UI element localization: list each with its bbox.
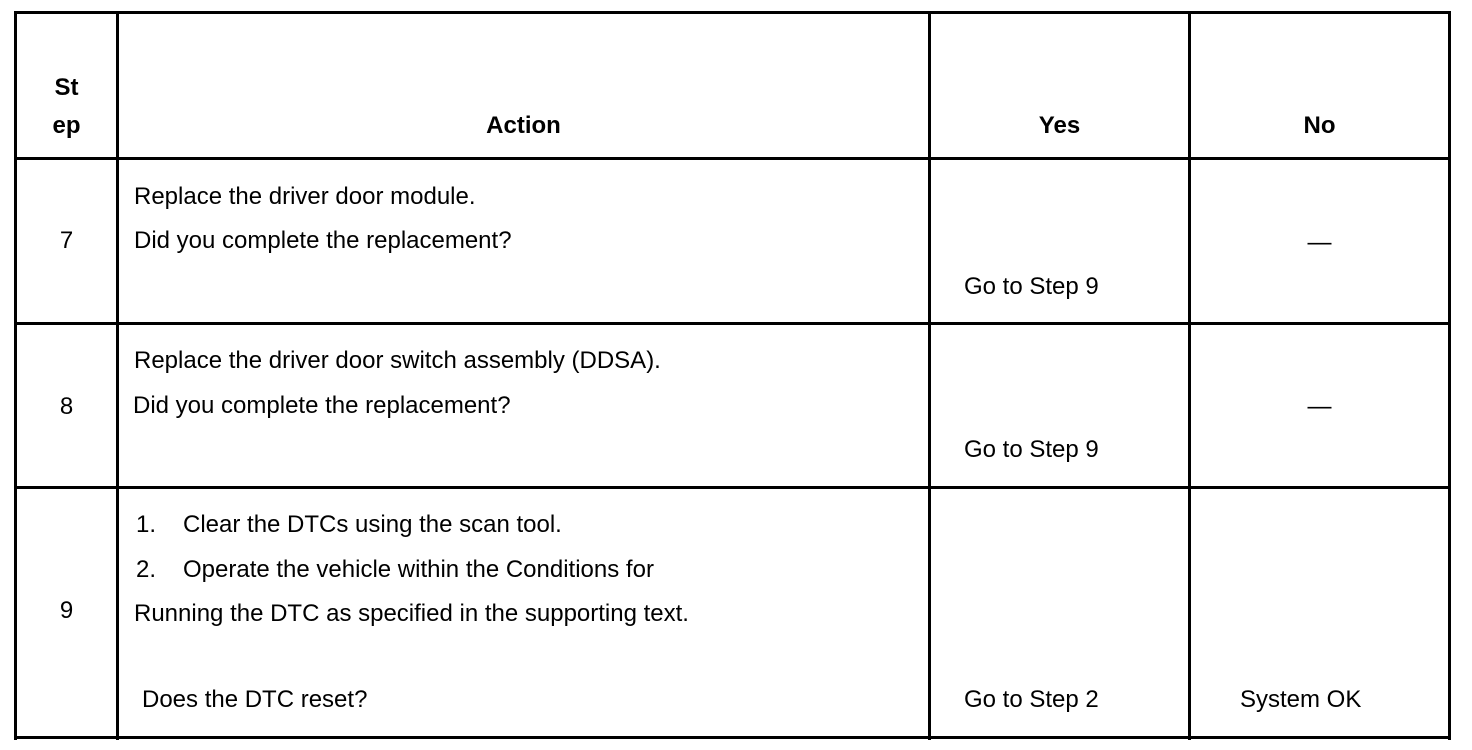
- header-no: No: [1303, 112, 1336, 139]
- header-yes: Yes: [1038, 112, 1081, 139]
- diagnostic-table: [14, 11, 1451, 740]
- step-number: 7: [59, 227, 74, 254]
- step-number: 8: [59, 393, 74, 420]
- row-divider-header: [14, 157, 1451, 160]
- header-action: Action: [486, 112, 561, 139]
- header-step-line1: St: [54, 74, 79, 101]
- step-number: 9: [59, 597, 74, 624]
- header-step-line2: ep: [52, 112, 81, 139]
- table-border-top: [14, 11, 1451, 14]
- action-text: Replace the driver door switch assembly (DDSA).: [134, 347, 661, 374]
- table-border-right: [1448, 11, 1451, 740]
- action-text: Did you complete the replacement?: [134, 227, 512, 254]
- list-item-text: Clear the DTCs using the scan tool.: [183, 511, 562, 538]
- action-text: Replace the driver door module.: [134, 183, 476, 210]
- row-divider-8: [14, 486, 1451, 489]
- list-item-text: Operate the vehicle within the Conditions for: [183, 556, 654, 583]
- no-result: —: [1307, 229, 1332, 256]
- list-item-number: 2.: [136, 556, 157, 583]
- yes-result: Go to Step 9: [964, 436, 1099, 463]
- action-text: Running the DTC as specified in the supporting text.: [134, 600, 689, 627]
- row-divider-7: [14, 322, 1451, 325]
- no-result: —: [1307, 393, 1332, 420]
- action-question: Does the DTC reset?: [142, 686, 368, 713]
- action-text: Did you complete the replacement?: [133, 392, 511, 419]
- table-border-bottom: [14, 736, 1451, 739]
- yes-result: Go to Step 2: [964, 686, 1099, 713]
- list-item-number: 1.: [136, 511, 157, 538]
- no-result: System OK: [1240, 686, 1362, 713]
- header-step: [17, 74, 116, 140]
- yes-result: Go to Step 9: [964, 273, 1099, 300]
